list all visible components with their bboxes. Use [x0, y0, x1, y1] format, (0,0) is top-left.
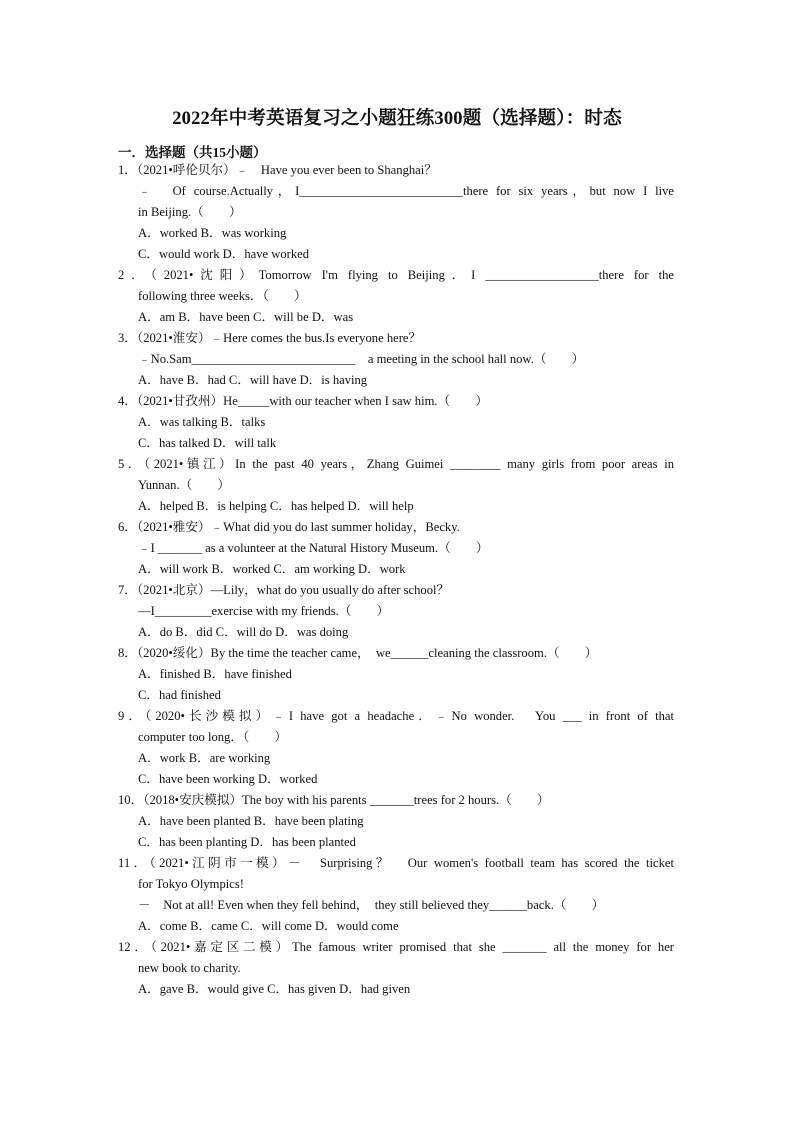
- question-line: 7．（2021•北京）—Lily，what do you usually do after school？: [118, 583, 450, 597]
- question-6: [118, 517, 674, 580]
- answer-options: C．has been planting D．has been planted: [138, 835, 356, 849]
- question-1: [118, 160, 674, 265]
- question-2: [118, 265, 674, 328]
- question-line: ﹣ Of course.Actually，I__________________________there for six years，but now I live: [138, 184, 674, 198]
- question-5: [118, 454, 674, 517]
- question-line: 3．（2021•淮安）﹣Here comes the bus.Is everyone here？: [118, 331, 422, 345]
- question-line: ﹣No.Sam__________________________ a meeting in the school hall now.（ ）: [138, 352, 585, 366]
- question-10: [118, 790, 674, 853]
- answer-options: C．has talked D．will talk: [138, 436, 277, 450]
- question-line: new book to charity.: [138, 961, 241, 975]
- question-line: 5．（2021•镇江）In the past 40 years，Zhang Guimei ________ many girls from poor areas in: [118, 457, 674, 471]
- question-line: following three weeks．（ ）: [138, 289, 307, 303]
- answer-options: C．had finished: [138, 688, 221, 702]
- question-4: [118, 391, 674, 454]
- question-line: Yunnan.（ ）: [138, 478, 230, 492]
- question-line: 11．（2021•江阴市一模）－ Surprising？ Our women's football team has scored the ticket: [118, 856, 674, 870]
- question-line: － Not at all! Even when they fell behind， they still believed they______back.（ ）: [138, 898, 605, 912]
- answer-options: A．was talking B．talks: [138, 415, 266, 429]
- question-line: 6．（2021•雅安）﹣What did you do last summer holiday，Becky.: [118, 520, 460, 534]
- question-line: 1．（2021•呼伦贝尔）﹣ Have you ever been to Shanghai？: [118, 163, 437, 177]
- answer-options: A．finished B．have finished: [138, 667, 292, 681]
- answer-options: A．will work B．worked C．am working D．work: [138, 562, 406, 576]
- answer-options: A．have B．had C．will have D．is having: [138, 373, 368, 387]
- question-list: [118, 160, 674, 1000]
- answer-options: A．gave B．would give C．has given D．had given: [138, 982, 411, 996]
- answer-options: A．have been planted B．have been plating: [138, 814, 364, 828]
- answer-options: A．am B．have been C．will be D．was: [138, 310, 354, 324]
- question-line: in Beijing.（ ）: [138, 205, 242, 219]
- question-line: computer too long．（ ）: [138, 730, 288, 744]
- question-line: ﹣I _______ as a volunteer at the Natural History Museum.（ ）: [138, 541, 489, 555]
- question-9: [118, 706, 674, 790]
- page-title: 2022年中考英语复习之小题狂练300题（选择题）：时态: [172, 109, 622, 129]
- question-12: [118, 937, 674, 1000]
- question-line: 4．（2021•甘孜州）He_____with our teacher when I saw him.（ ）: [118, 394, 488, 408]
- question-3: [118, 328, 674, 391]
- question-line: 10．（2018•安庆模拟）The boy with his parents _______trees for 2 hours.（ ）: [118, 793, 550, 807]
- question-line: 9．（2020•长沙模拟）﹣I have got a headache．﹣No wonder. You ___ in front of that: [118, 709, 674, 723]
- question-11: [118, 853, 674, 937]
- question-line: for Tokyo Olympics!: [138, 877, 244, 891]
- answer-options: C．would work D．have worked: [138, 247, 310, 261]
- question-line: —I_________exercise with my friends.（ ）: [138, 604, 390, 618]
- question-7: [118, 580, 674, 643]
- section-heading: 一．选择题（共15小题）: [118, 145, 267, 160]
- question-line: 2．（2021•沈阳）Tomorrow I'm flying to Beijing．I __________________there for the: [118, 268, 674, 282]
- answer-options: A．helped B．is helping C．has helped D．will help: [138, 499, 414, 513]
- question-line: 12．（2021•嘉定区二模）The famous writer promised that she _______ all the money for her: [118, 940, 674, 954]
- answer-options: A．do B．did C．will do D．was doing: [138, 625, 349, 639]
- answer-options: A．worked B．was working: [138, 226, 287, 240]
- answer-options: C．have been working D．worked: [138, 772, 318, 786]
- answer-options: A．work B．are working: [138, 751, 271, 765]
- answer-options: A．come B．came C．will come D．would come: [138, 919, 399, 933]
- question-8: [118, 643, 674, 706]
- question-line: 8．（2020•绥化）By the time the teacher came， we______cleaning the classroom.（ ）: [118, 646, 598, 660]
